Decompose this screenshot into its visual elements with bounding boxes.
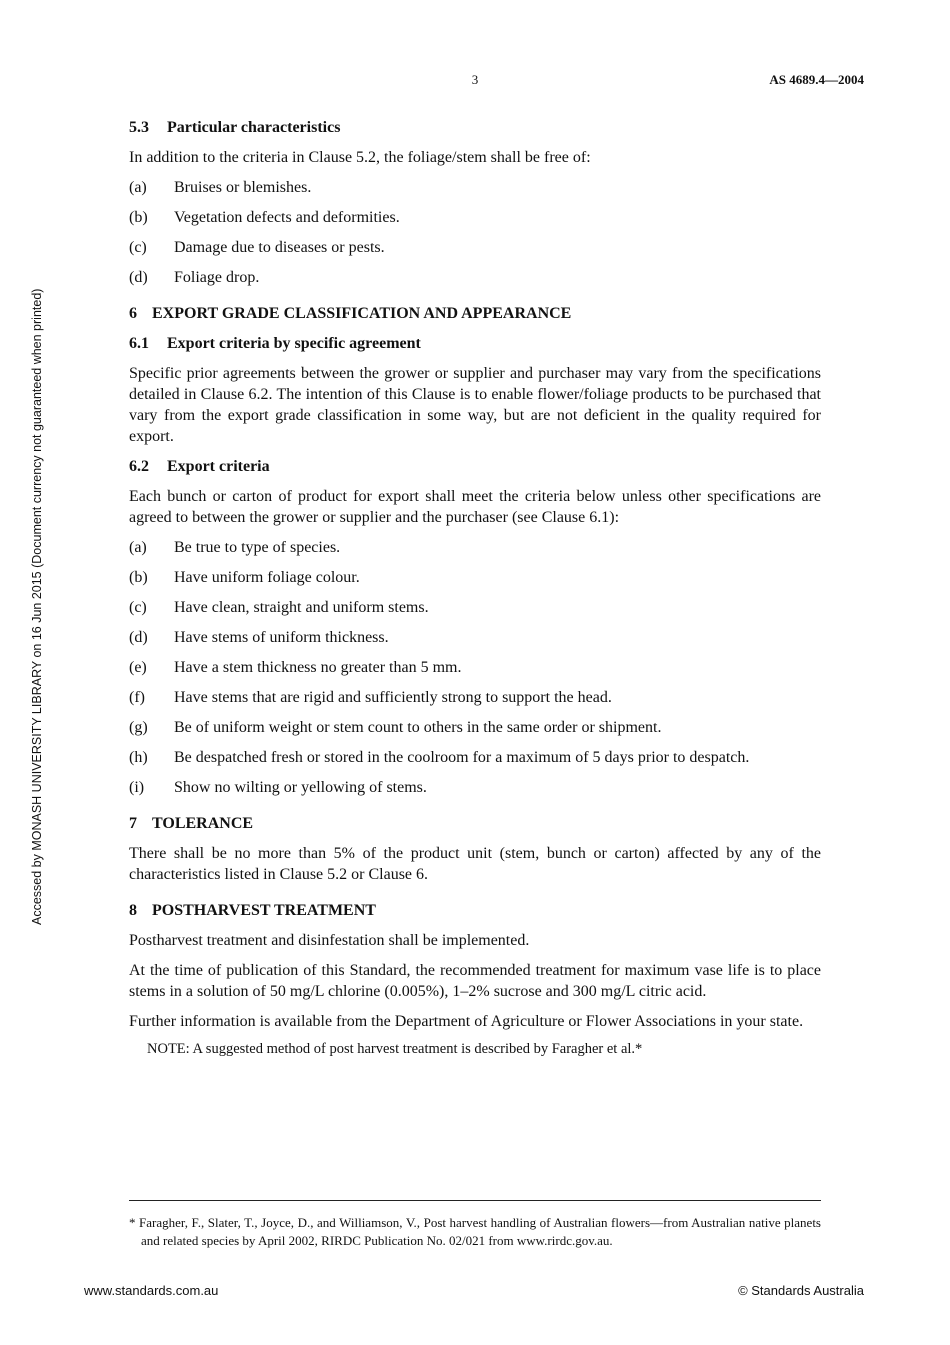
list-item-text: Be of uniform weight or stem count to others in the same order or shipment. [174,719,662,736]
list-item-text: Bruises or blemishes. [174,179,312,196]
section-number: 6 [129,305,137,322]
list-item-label: (c) [129,599,147,616]
list-item [129,747,821,768]
list-item-text: Have stems that are rigid and sufficiently strong to support the head. [174,689,612,706]
section-6-heading [129,303,821,324]
list-item-label: (d) [129,629,148,646]
list-item [129,567,821,588]
clause-6-2-heading [129,456,821,477]
list-item-label: (g) [129,719,148,736]
list-item [129,777,821,798]
list-item [129,687,821,708]
footer-website: www.standards.com.au [84,1283,219,1298]
list-item-text: Have a stem thickness no greater than 5 mm. [174,659,462,676]
clause-title: Particular characteristics [167,119,341,136]
list-item-label: (c) [129,239,147,256]
list-item [129,717,821,738]
list-item-label: (i) [129,779,145,796]
clause-6-2-list [129,537,821,798]
clause-number: 6.1 [129,335,149,352]
list-item-label: (b) [129,569,148,586]
clause-6-1-heading [129,333,821,354]
list-item [129,177,821,198]
list-item-text: Vegetation defects and deformities. [174,209,400,226]
section-8-paragraph-3: Further information is available from the Department of Agriculture or Flower Associations in your state. [129,1013,804,1030]
list-item-label: (b) [129,209,148,226]
page-number: 3 [471,72,479,87]
list-item-text: Show no wilting or yellowing of stems. [174,779,427,796]
section-title: POSTHARVEST TREATMENT [152,902,376,919]
list-item [129,267,821,288]
list-item [129,657,821,678]
document-body [129,117,821,1060]
list-item-label: (a) [129,539,147,556]
list-item-label: (e) [129,659,147,676]
standard-id: AS 4689.4—2004 [769,72,864,87]
list-item-text: Be true to type of species. [174,539,341,556]
section-7-body: There shall be no more than 5% of the product unit (stem, bunch or carton) affected by any of the characteristics listed in Clause 5.2 or Clause 6. [129,845,821,883]
list-item-text: Damage due to diseases or pests. [174,239,385,256]
section-7-heading [129,813,821,834]
clause-5-3-intro: In addition to the criteria in Clause 5.2, the foliage/stem shall be free of: [129,149,591,166]
clause-title: Export criteria by specific agreement [167,335,421,352]
list-item [129,237,821,258]
list-item-text: Be despatched fresh or stored in the coolroom for a maximum of 5 days prior to despatch. [174,749,750,766]
clause-5-3-heading [129,117,821,138]
list-item-text: Have clean, straight and uniform stems. [174,599,429,616]
list-item [129,597,821,618]
section-8-note: NOTE: A suggested method of post harvest treatment is described by Faragher et al.* [147,1041,643,1057]
section-number: 7 [129,815,137,832]
footnote: * Faragher, F., Slater, T., Joyce, D., and Williamson, V., Post harvest handling of Australian flowers—from Australian native planets and related species by April 2002, RIRDC Publication No. 02/021 from www.rirdc.gov.au. [129,1215,821,1248]
list-item-text: Have stems of uniform thickness. [174,629,389,646]
clause-number: 5.3 [129,119,149,136]
list-item-label: (f) [129,689,145,706]
access-watermark: Accessed by MONASH UNIVERSITY LIBRARY on 16 Jun 2015 (Document currency not guaranteed when printed) [30,288,44,925]
list-item-text: Foliage drop. [174,269,260,286]
clause-title: Export criteria [167,458,270,475]
section-8-paragraph-1: Postharvest treatment and disinfestation shall be implemented. [129,932,530,949]
clause-5-3-list [129,177,821,288]
list-item-label: (a) [129,179,147,196]
clause-6-2-intro: Each bunch or carton of product for export shall meet the criteria below unless other specifications are agreed to between the grower or supplier and the purchaser (see Clause 6.1): [129,488,821,526]
section-8-heading [129,900,821,921]
footer-copyright: © Standards Australia [738,1283,864,1298]
list-item [129,207,821,228]
list-item [129,627,821,648]
clause-number: 6.2 [129,458,149,475]
footnote-divider [129,1200,821,1201]
list-item-text: Have uniform foliage colour. [174,569,360,586]
list-item-label: (h) [129,749,148,766]
list-item-label: (d) [129,269,148,286]
section-number: 8 [129,902,137,919]
list-item [129,537,821,558]
section-title: TOLERANCE [152,815,254,832]
clause-6-1-body: Specific prior agreements between the grower or supplier and purchaser may vary from the specifications detailed in Clause 6.2. The intention of this Clause is to enable flower/foliage products to be purchased that vary from the export grade classification in some way, but are not deficient in the quality required for export. [129,365,821,445]
section-8-paragraph-2: At the time of publication of this Standard, the recommended treatment for maximum vase life is to place stems in a solution of 50 mg/L chlorine (0.005%), 1–2% sucrose and 300 mg/L citric acid. [129,962,821,1000]
section-title: EXPORT GRADE CLASSIFICATION AND APPEARANCE [152,305,572,322]
